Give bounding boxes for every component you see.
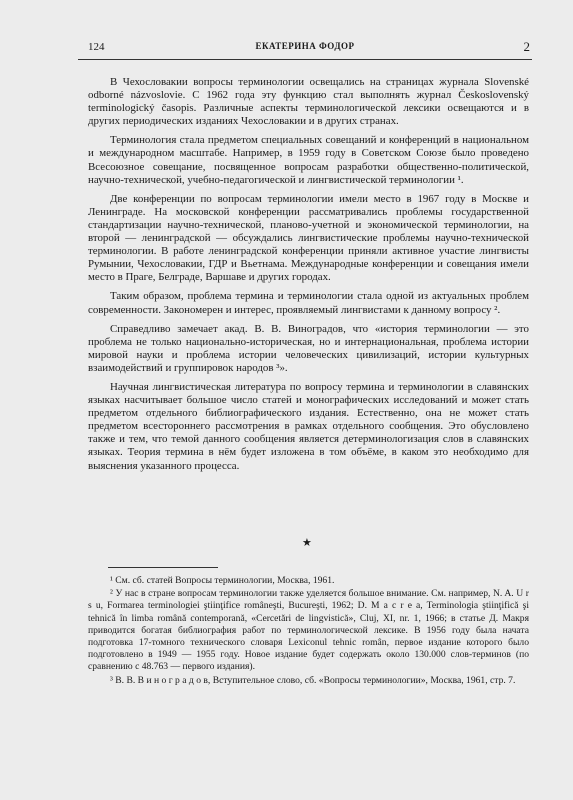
footnote-rule (108, 567, 218, 568)
footnote: ¹ См. сб. статей Вопросы терминологии, Москва, 1961. (110, 575, 335, 586)
page-mark: 2 (523, 39, 530, 54)
paragraph: Терминология стала предметом специальных совещаний и конференций в национальном и международном масштабе. Например, в 1959 году в Советском Союзе было проведено Всесоюзное совещание, посвященное вопросам разработки общественно-политической, научно-технической, учебно-педагогической и лингвистической терминологии ¹. (88, 134, 529, 186)
footnote: ² У нас в стране вопросам терминологии также уделяется большое внимание. См. например, N. A. U r s u, Formarea terminologiei ştiinţifice româneşti, Bucureşti, 1962; D. M a c r e a, Terminologia ştiinţifică şi tehnică în limba română contemporană, «Cercetări de lingvistică», Cluj, XI, nr. 1, 1966; в статье Д. Макря приводится богатая библиография работ по терминологической лексике. В 1956 году была начата подготовка 17-томного технического словаря Lexiconul tehnic român, первое издание которого было подготовлено в 1949 — 1955 году. Новое издание будет содержать около 130.000 слов-терминов (по сравнению с 48.763 — первого издания). (88, 588, 529, 673)
main-text (88, 76, 529, 479)
paragraph: Научная лингвистическая литература по вопросу термина и терминологии в славянских языках насчитывает большое число статей и монографических исследований и может стать предметом отдельного библиографического издания. Естественно, она не может стать предметом всестороннего рассмотрения в рамках отдельного сообщения. Это обусловлено также и тем, что темой данного сообщения является детерминологизация слов в славянских языках. Теория термина в нём будет изложена в том объёме, в каком это необходимо для выяснения указанного процесса. (88, 380, 529, 472)
paragraph: Справедливо замечает акад. В. В. Виноградов, что «история терминологии — это проблема не только национально-историческая, но и интернациональная, проблема истории мировой науки и проблема истории человеческих цивилизаций, истории культурных взаимодействий и группировок народов ³». (88, 322, 529, 374)
page-header (78, 41, 532, 57)
paragraph: Таким образом, проблема термина и терминологии стала одной из актуальных проблем современности. Закономерен и интерес, проявляемый лингвистами к данному вопросу ². (88, 290, 529, 316)
footnotes (88, 575, 529, 688)
running-title: ЕКАТЕРИНА ФОДОР (255, 41, 355, 51)
footnote: ³ В. В. В и н о г р а д о в, Вступительное слово, сб. «Вопросы терминологии», Москва, 1961, стр. 7. (110, 674, 516, 686)
page-number: 124 (88, 41, 105, 53)
header-rule (78, 59, 532, 60)
paragraph: В Чехословакии вопросы терминологии освещались на страницах журнала Slovenské odborné názvoslovie. С 1962 года эту функцию стал выполнять журнал Československý terminologický časopis. Различные аспекты терминологической лексики освещаются и в других периодических изданиях Чехословакии и в других странах. (88, 76, 529, 128)
paragraph: Две конференции по вопросам терминологии имели место в 1967 году в Москве и Ленинграде. На московской конференции рассматривались проблемы государственной стандартизации научно-технической, планово-учетной и экономической терминологии, на второй — ленинградской — обсуждались лингвистические проблемы научно-технической терминологии. В работе ленинградской конференции приняли активное участие лингвисты Румынии, Чехословакии, ГДР и Вьетнама. Международные конференции и совещания имели место в Праге, Белграде, Варшаве и других городах. (88, 192, 529, 284)
section-separator-star: ★ (302, 537, 312, 549)
